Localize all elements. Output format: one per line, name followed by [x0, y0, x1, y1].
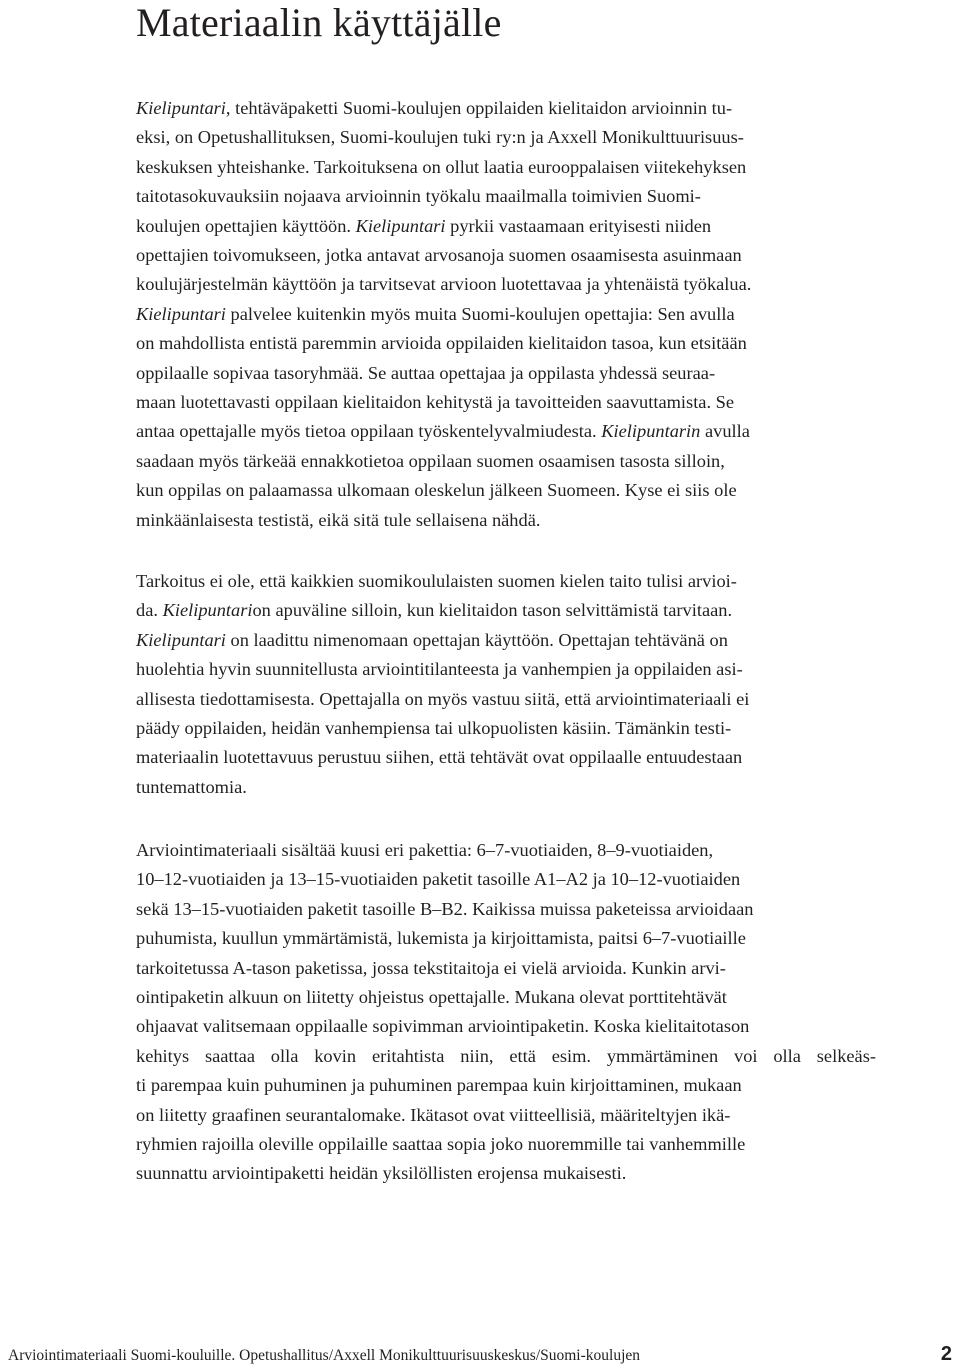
text-line: [136, 983, 876, 1012]
page-footer: [0, 1340, 960, 1369]
text-run: keskuksen yhteishanke. Tarkoituksena on ollut laatia eurooppalaisen viitekehyksen: [136, 156, 747, 177]
text-run: sekä 13–15-vuotiaiden paketit tasoille B–B2. Kaikissa muissa paketeissa arvioidaan: [136, 898, 754, 919]
text-line: [136, 1012, 876, 1041]
paragraph-intro: [136, 94, 876, 535]
text-line: [136, 123, 876, 152]
text-line: [136, 895, 876, 924]
text-line: [136, 865, 876, 894]
text-run: ryhmien rajoilla oleville oppilaille saattaa sopia joko nuoremmille tai vanhemmille: [136, 1134, 746, 1155]
text-line: [136, 626, 876, 655]
text-run: Arviointimateriaali sisältää kuusi eri pakettia: 6–7-vuotiaiden, 8–9-vuotiaiden,: [136, 840, 714, 860]
text-line: [136, 329, 876, 358]
text-line: [136, 212, 876, 241]
text-run: palvelee kuitenkin myös muita Suomi-koulujen opettajia: Sen avulla: [225, 303, 735, 324]
text-run: ointipaketin alkuun on liitetty ohjeistus opettajalle. Mukana olevat porttitehtävät: [136, 987, 727, 1008]
text-run: antaa opettajalle myös tietoa oppilaan työskentelyvalmiudesta.: [136, 421, 602, 442]
italic-term: Kielipuntari: [136, 629, 226, 650]
text-run: taitotasokuvauksiin nojaava arvioinnin työkalu maailmalla toimivien Suomi-: [136, 186, 701, 207]
text-line: [136, 596, 876, 625]
paragraph-materials: [136, 836, 876, 1189]
text-run: ohjaavat valitsemaan oppilaalle sopivimman arviointipaketin. Koska kielitaitotason: [136, 1016, 750, 1037]
italic-term: Kielipuntari: [136, 303, 226, 324]
text-run: allisesta tiedottamisesta. Opettajalla on myös vastuu siitä, että arviointimateriaali ei: [136, 688, 750, 709]
italic-term: Kielipuntari: [355, 215, 446, 236]
text-run: on mahdollista entistä paremmin arvioida oppilaiden kielitaidon tasoa, kun etsitään: [136, 333, 747, 354]
text-run: on apuväline silloin, kun kielitaidon tason selvittämistä tarvitaan.: [252, 600, 733, 621]
text-run: maan luotettavasti oppilaan kielitaidon kehitystä ja tavoitteiden saavuttamista. Se: [136, 392, 735, 413]
text-line: [136, 417, 876, 446]
text-run: da.: [136, 600, 163, 621]
page-number: 2: [940, 1343, 952, 1365]
text-line: [136, 506, 876, 535]
text-line: [136, 270, 876, 299]
text-run: suunnattu arviointipaketti heidän yksilöllisten erojensa mukaisesti.: [136, 1163, 627, 1184]
text-run: materiaalin luotettavuus perustuu siihen, että tehtävät ovat oppilaalle entuudestaan: [136, 747, 743, 768]
text-line: [136, 1101, 876, 1130]
paragraph-purpose: [136, 567, 876, 802]
text-line: [136, 1130, 876, 1159]
page-title: Materiaalin käyttäjälle: [136, 0, 502, 45]
text-run: koulujärjestelmän käyttöön ja tarvitsevat arvioon luotettavaa ja yhtenäistä työkalua.: [136, 274, 752, 295]
text-line: [136, 241, 876, 270]
text-line: [136, 1071, 876, 1100]
italic-term: Kielipuntarin: [601, 421, 701, 442]
text-line: [136, 300, 876, 329]
text-run: ti parempaa kuin puhuminen ja puhuminen parempaa kuin kirjoittaminen, mukaan: [136, 1075, 742, 1096]
text-run: Tarkoitus ei ole, että kaikkien suomikoululaisten suomen kielen taito tulisi arvioi-: [136, 571, 737, 591]
italic-term: Kielipuntari: [136, 98, 226, 118]
text-line: [136, 153, 876, 182]
text-run: , tehtäväpaketti Suomi-koulujen oppilaiden kielitaidon arvioinnin tu-: [225, 98, 733, 118]
text-run: koulujen opettajien käyttöön.: [136, 215, 356, 236]
text-line: [136, 94, 876, 123]
text-run: on liitetty graafinen seurantalomake. Ikätasot ovat viitteellisiä, määriteltyjen ikä-: [136, 1104, 731, 1125]
text-run: minkäänlaisesta testistä, eikä sitä tule sellaisena nähdä.: [136, 509, 541, 530]
text-line: [136, 924, 876, 953]
text-run: huolehtia hyvin suunnitellusta arviointitilanteesta ja vanhempien ja oppilaiden asi-: [136, 659, 743, 680]
footer-text: Arviointimateriaali Suomi-kouluille. Opetushallitus/Axxell Monikulttuurisuuskeskus/Suomi-koulujen: [8, 1347, 641, 1364]
text-line: [136, 685, 876, 714]
text-run: opettajien toivomukseen, jotka antavat arvosanoja suomen osaamisesta asuinmaan: [136, 245, 742, 266]
text-run: päädy oppilaiden, heidän vanhempiensa tai ulkopuolisten käsiin. Tämänkin testi-: [136, 718, 732, 739]
text-run: puhumista, kuullun ymmärtämistä, lukemista ja kirjoittamista, paitsi 6–7-vuotiaille: [136, 928, 746, 949]
text-line: [136, 1159, 876, 1188]
text-line: [136, 773, 876, 802]
text-run: oppilaalle sopivaa tasoryhmää. Se auttaa opettajaa ja oppilasta yhdessä seuraa-: [136, 362, 716, 383]
text-line: [136, 476, 876, 505]
text-line: [136, 655, 876, 684]
text-line: [136, 567, 876, 596]
text-line: [136, 359, 876, 388]
text-line: [136, 1042, 876, 1071]
text-line: [136, 447, 876, 476]
italic-term: Kielipuntari: [162, 600, 253, 621]
text-run: eksi, on Opetushallituksen, Suomi-koulujen tuki ry:n ja Axxell Monikulttuurisuus-: [136, 127, 744, 148]
text-run: saadaan myös tärkeää ennakkotietoa oppilaan suomen osaamisen tasosta silloin,: [136, 450, 725, 471]
text-run: on laadittu nimenomaan opettajan käyttöön. Opettajan tehtävänä on: [225, 629, 728, 650]
text-line: [136, 714, 876, 743]
text-run: kun oppilas on palaamassa ulkomaan oleskelun jälkeen Suomeen. Kyse ei siis ole: [136, 480, 737, 501]
text-run: avulla: [700, 421, 750, 442]
text-line: [136, 836, 876, 865]
text-run: 10–12-vuotiaiden ja 13–15-vuotiaiden paketit tasoille A1–A2 ja 10–12-vuotiaiden: [136, 869, 741, 890]
text-line: [136, 182, 876, 211]
text-line: [136, 743, 876, 772]
text-run: tuntemattomia.: [136, 776, 247, 797]
text-run: pyrkii vastaamaan erityisesti niiden: [445, 215, 712, 236]
text-line: [136, 388, 876, 417]
text-run: kehitys saattaa olla kovin eritahtista niin, että esim. ymmärtäminen voi olla selkeäs-: [136, 1045, 876, 1066]
text-run: tarkoitetussa A-tason paketissa, jossa tekstitaitoja ei vielä arvioida. Kunkin arvi-: [136, 957, 726, 978]
text-line: [136, 954, 876, 983]
